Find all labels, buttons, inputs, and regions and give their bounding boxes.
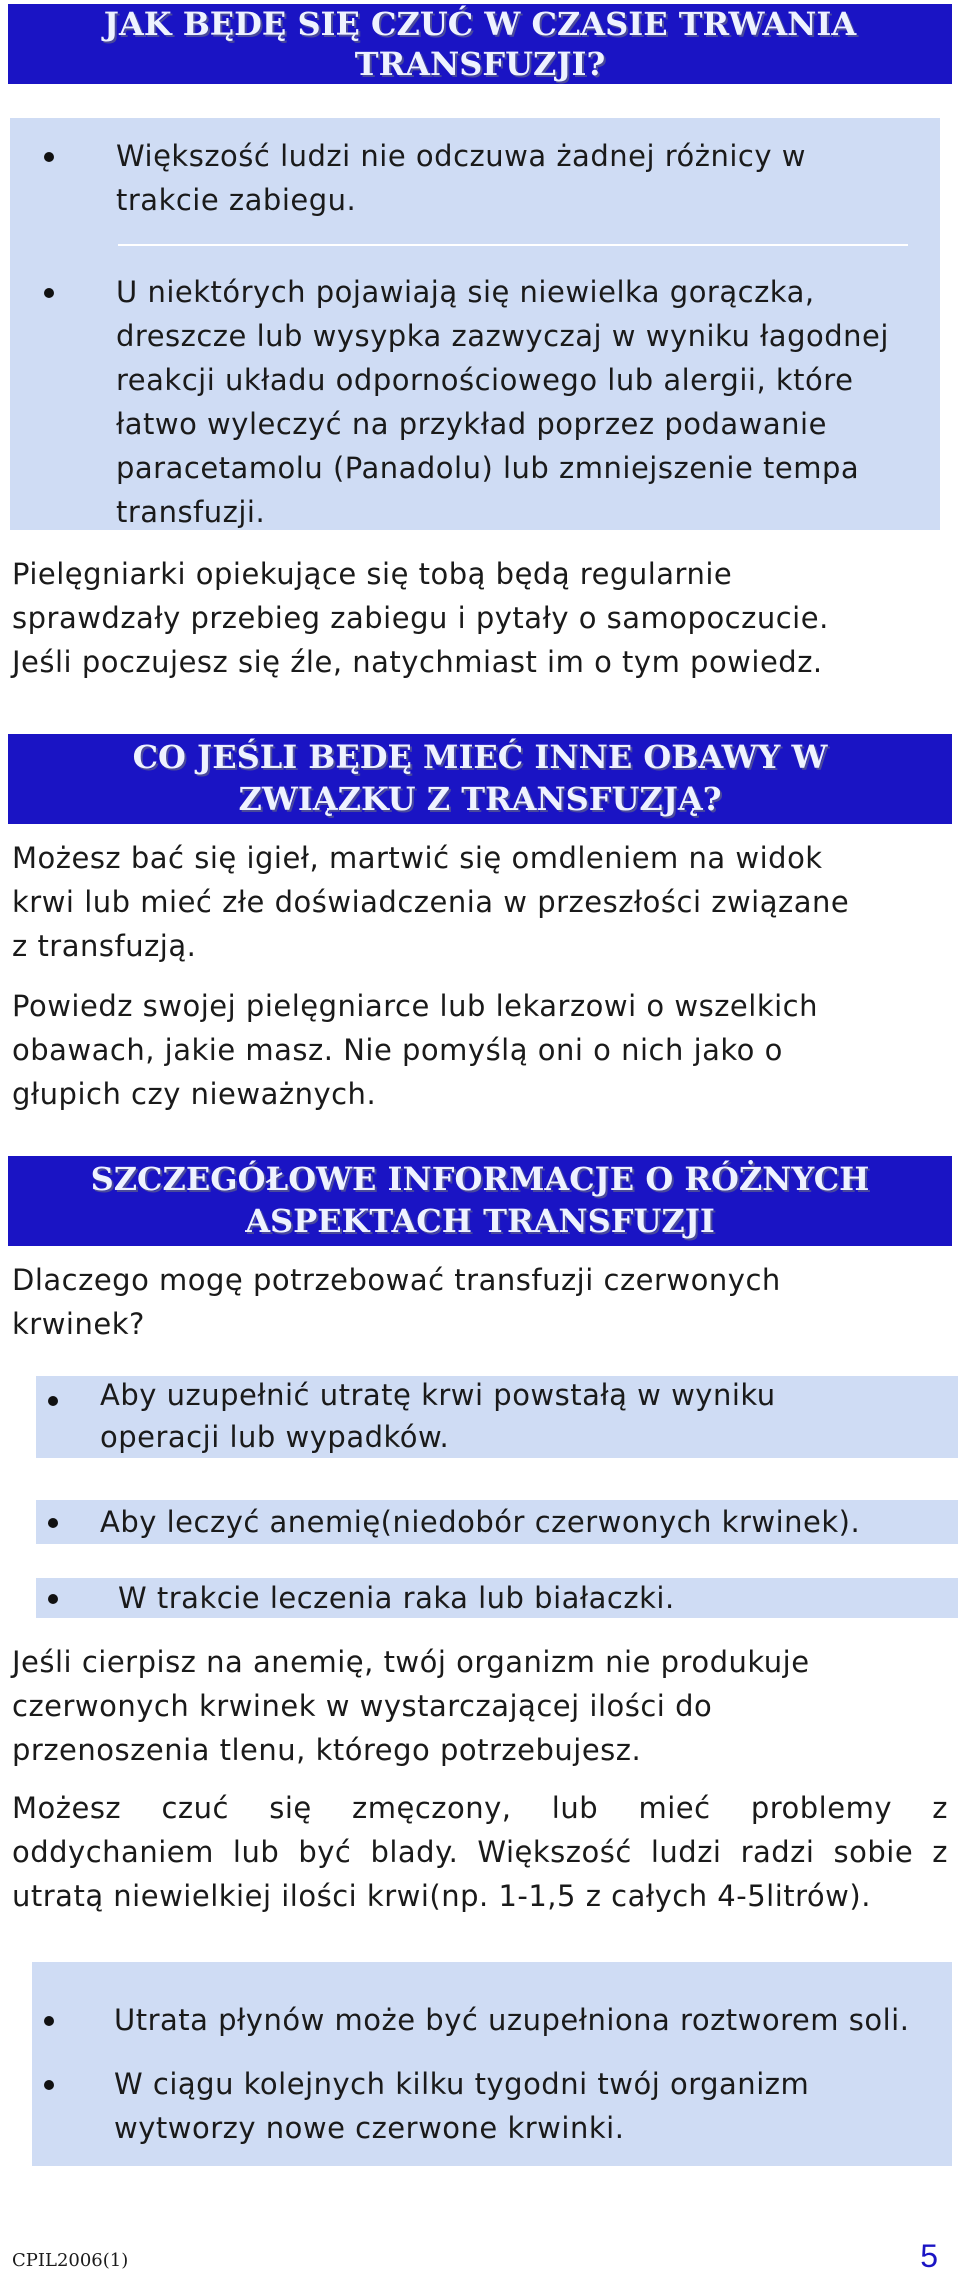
bullet-icon — [48, 1594, 58, 1604]
section2-paragraph-1: Możesz bać się igieł, martwić się omdleniem na widok krwi lub mieć złe doświadczenia w przeszłości związane z transfuzją. — [12, 841, 850, 963]
section3-paragraph-1: Jeśli cierpisz na anemię, twój organizm nie produkuje czerwonych krwinek w wystarczającej ilości do przenoszenia tlenu, którego potrzebujesz. — [12, 1645, 810, 1767]
bullet-icon — [44, 288, 54, 298]
section3-heading: SZCZEGÓŁOWE INFORMACJE O RÓŻNYCH ASPEKTACH TRANSFUZJI — [8, 1156, 952, 1246]
document-code: CPIL2006(1) — [12, 2250, 129, 2271]
final-bullet-panel: Utrata płynów może być uzupełniona roztworem soli. W ciągu kolejnych kilku tygodni twój organizm wytworzy nowe czerwone krwinki. — [32, 1962, 952, 2166]
reason-panel-1: Aby uzupełnić utratę krwi powstałą w wyniku operacji lub wypadków. — [36, 1376, 958, 1458]
section1-bullet-panel: Większość ludzi nie odczuwa żadnej różnicy w trakcie zabiegu. U niektórych pojawiają się niewielka gorączka, dreszcze lub wysypka zazwyczaj w wyniku łagodnej reakcji układu odpornościowego lub alergii, które łatwo wyleczyć na przykład poprzez podawanie paracetamolu (Panadolu) lub zmniejszenie tempa transfuzji. — [10, 118, 940, 530]
section1-heading: JAK BĘDĘ SIĘ CZUĆ W CZASIE TRWANIA TRANSFUZJI? — [8, 4, 952, 84]
section1-paragraph: Pielęgniarki opiekujące się tobą będą regularnie sprawdzały przebieg zabiegu i pytały o samopoczucie. Jeśli poczujesz się źle, natychmiast im o tym powiedz. — [12, 557, 829, 679]
bullet-icon — [48, 1396, 58, 1406]
reason-panel-2: Aby leczyć anemię(niedobór czerwonych krwinek). — [36, 1500, 958, 1544]
bullet-icon — [44, 2016, 54, 2026]
bullet-icon — [48, 1518, 58, 1528]
bullet-icon — [44, 2080, 54, 2090]
divider — [118, 244, 908, 246]
bullet-icon — [44, 152, 54, 162]
section2-heading: CO JEŚLI BĘDĘ MIEĆ INNE OBAWY W ZWIĄZKU Z TRANSFUZJĄ? — [8, 734, 952, 824]
section3-question: Dlaczego mogę potrzebować transfuzji czerwonych krwinek? — [12, 1263, 781, 1341]
section3-paragraph-2: Możesz czuć się zmęczony, lub mieć problemy z oddychaniem lub być blady. Większość ludzi radzi sobie z utratą niewielkiej ilości krwi(np. 1-1,5 z całych 4-5litrów). — [12, 1791, 948, 1913]
reason-panel-3: W trakcie leczenia raka lub białaczki. — [36, 1578, 958, 1618]
section2-paragraph-2: Powiedz swojej pielęgniarce lub lekarzowi o wszelkich obawach, jakie masz. Nie pomyślą oni o nich jako o głupich czy nieważnych. — [12, 989, 819, 1111]
page-number: 5 — [920, 2238, 938, 2274]
